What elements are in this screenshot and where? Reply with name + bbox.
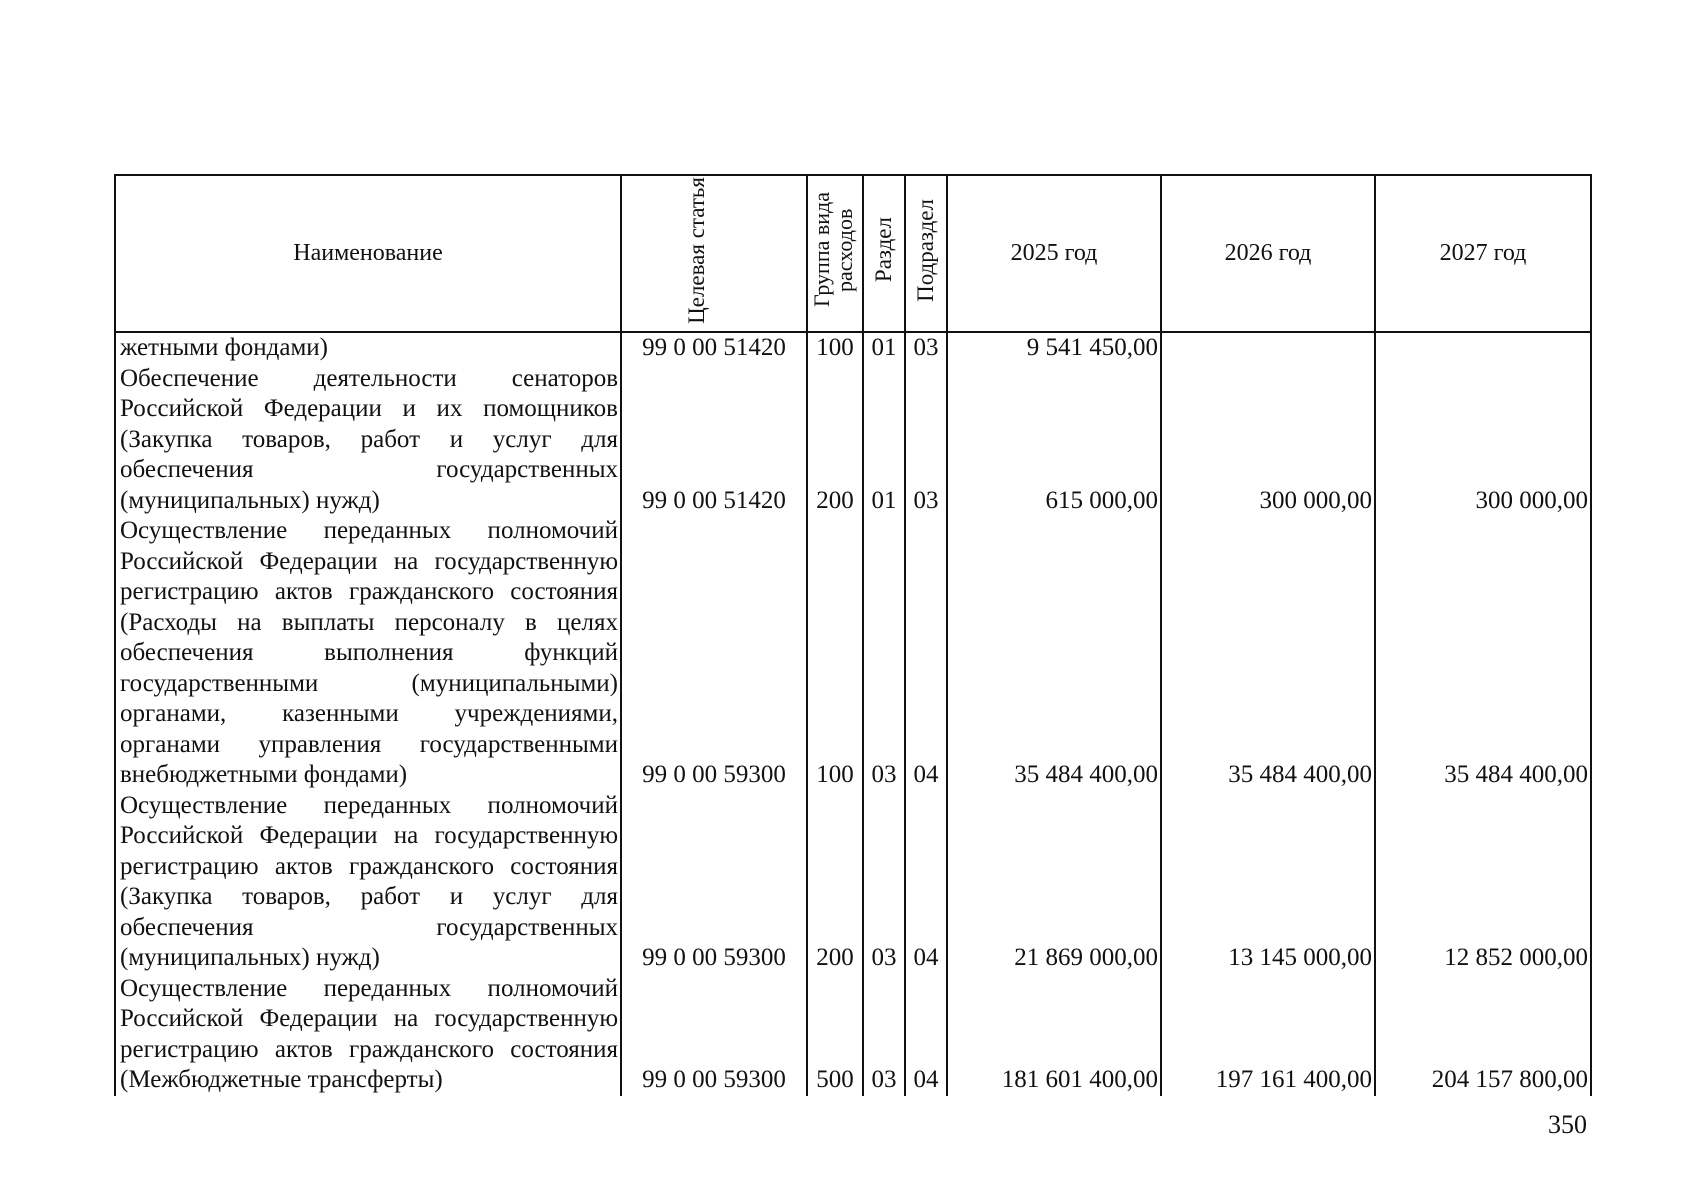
row-subsection: 04 bbox=[905, 516, 947, 791]
header-target-article bbox=[621, 175, 807, 332]
table-row bbox=[115, 364, 1591, 517]
table-row bbox=[115, 332, 1591, 364]
row-amount-2026: 13 145 000,00 bbox=[1161, 791, 1375, 974]
row-amount-2025: 21 869 000,00 bbox=[947, 791, 1161, 974]
row-target-article: 99 0 00 51420 bbox=[621, 364, 807, 517]
row-amount-2025: 615 000,00 bbox=[947, 364, 1161, 517]
row-name: Осуществление переданных полномочий Российской Федерации на государственную регистрацию актов гражданского состояния (Закупка товаров, работ и услуг для обеспечения государственных (муниципальных) нужд) bbox=[115, 791, 621, 974]
row-target-article: 99 0 00 51420 bbox=[621, 332, 807, 364]
header-expense-group-label: Группа вида расходов bbox=[809, 192, 858, 308]
row-name: Обеспечение деятельности сенаторов Российской Федерации и их помощников (Закупка товаров, работ и услуг для обеспечения государственных (муниципальных) нужд) bbox=[115, 364, 621, 517]
row-expense-group: 100 bbox=[807, 332, 863, 364]
row-section: 03 bbox=[863, 791, 905, 974]
row-name: жетными фондами) bbox=[115, 332, 621, 364]
row-expense-group: 200 bbox=[807, 364, 863, 517]
table-row bbox=[115, 791, 1591, 974]
header-section-label: Раздел bbox=[870, 217, 896, 283]
row-expense-group: 200 bbox=[807, 791, 863, 974]
row-section: 01 bbox=[863, 332, 905, 364]
row-subsection: 04 bbox=[905, 974, 947, 1096]
row-name: Осуществление переданных полномочий Российской Федерации на государственную регистрацию актов гражданского состояния (Расходы на выплаты персоналу в целях обеспечения выполнения функций государственными (муниципальными) органами, казенными учреждениями, органами управления государственными внебюджетными фондами) bbox=[115, 516, 621, 791]
row-name: Осуществление переданных полномочий Российской Федерации на государственную регистрацию актов гражданского состояния (Межбюджетные трансферты) bbox=[115, 974, 621, 1096]
budget-table-container bbox=[114, 174, 1590, 1096]
header-target-article-label: Целевая статья bbox=[684, 176, 709, 324]
table-row bbox=[115, 516, 1591, 791]
table-row bbox=[115, 974, 1591, 1096]
row-subsection: 03 bbox=[905, 364, 947, 517]
row-amount-2025: 9 541 450,00 bbox=[947, 332, 1161, 364]
row-amount-2027: 12 852 000,00 bbox=[1375, 791, 1591, 974]
row-expense-group: 500 bbox=[807, 974, 863, 1096]
row-section: 01 bbox=[863, 364, 905, 517]
row-amount-2025: 35 484 400,00 bbox=[947, 516, 1161, 791]
row-amount-2027 bbox=[1375, 332, 1591, 364]
header-name: Наименование bbox=[115, 175, 621, 332]
header-expense-group bbox=[807, 175, 863, 332]
row-amount-2026: 197 161 400,00 bbox=[1161, 974, 1375, 1096]
row-amount-2026: 300 000,00 bbox=[1161, 364, 1375, 517]
row-section: 03 bbox=[863, 974, 905, 1096]
header-2027: 2027 год bbox=[1375, 175, 1591, 332]
row-amount-2027: 204 157 800,00 bbox=[1375, 974, 1591, 1096]
row-subsection: 04 bbox=[905, 791, 947, 974]
row-amount-2025: 181 601 400,00 bbox=[947, 974, 1161, 1096]
row-section: 03 bbox=[863, 516, 905, 791]
row-target-article: 99 0 00 59300 bbox=[621, 516, 807, 791]
header-subsection bbox=[905, 175, 947, 332]
row-subsection: 03 bbox=[905, 332, 947, 364]
header-2026: 2026 год bbox=[1161, 175, 1375, 332]
row-expense-group: 100 bbox=[807, 516, 863, 791]
row-target-article: 99 0 00 59300 bbox=[621, 791, 807, 974]
page-number: 350 bbox=[1548, 1110, 1587, 1139]
row-amount-2026: 35 484 400,00 bbox=[1161, 516, 1375, 791]
row-amount-2026 bbox=[1161, 332, 1375, 364]
row-amount-2027: 35 484 400,00 bbox=[1375, 516, 1591, 791]
table-header-row bbox=[115, 175, 1591, 332]
row-amount-2027: 300 000,00 bbox=[1375, 364, 1591, 517]
header-section bbox=[863, 175, 905, 332]
header-2025: 2025 год bbox=[947, 175, 1161, 332]
row-target-article: 99 0 00 59300 bbox=[621, 974, 807, 1096]
budget-table bbox=[114, 174, 1592, 1096]
header-subsection-label: Подраздел bbox=[912, 198, 938, 302]
